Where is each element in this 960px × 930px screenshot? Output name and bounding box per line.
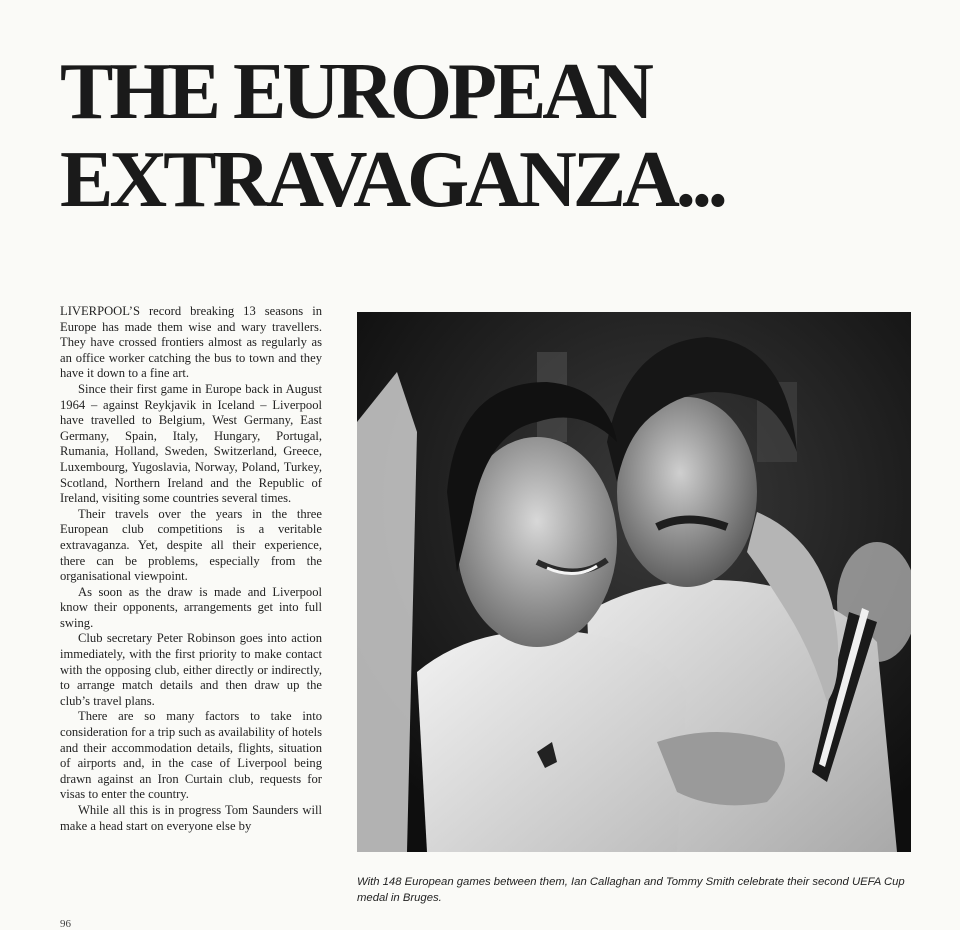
article-paragraph-6: There are so many factors to take into consideration for a trip such as availability of hotels and their accommodation details, flights, situation of airports and, in the case of Liverpool being drawn against an Iron Curtain club, requests for visas to enter the country. [60, 709, 322, 802]
article-paragraph-4: As soon as the draw is made and Liverpool know their opponents, arrangements get into full swing. [60, 584, 322, 630]
headline-line-2: EXTRAVAGANZA... [60, 136, 724, 224]
headline [60, 48, 920, 224]
article-paragraph-7: While all this is in progress Tom Saunders will make a head start on everyone else by [60, 803, 322, 833]
headline-line-1: THE EUROPEAN [60, 48, 650, 136]
page-number: 96 [60, 918, 71, 930]
article-body [60, 304, 322, 834]
article-paragraph-5: Club secretary Peter Robinson goes into action immediately, with the first priority to make contact with the opposing club, either directly or indirectly, to arrange match details and then draw up the club’s travel plans. [60, 631, 322, 708]
article-paragraph-2: Since their first game in Europe back in August 1964 – against Reykjavik in Iceland – Liverpool have travelled to Belgium, West Germany, East Germany, Spain, Italy, Hungary, Portugal, Rumania, Holland, Sweden, Switzerland, Greece, Luxembourg, Yugoslavia, Norway, Poland, Turkey, Scotland, Northern Ireland and the Republic of Ireland, visiting some countries several times. [60, 381, 322, 506]
players-photo [357, 312, 911, 852]
photo-caption: With 148 European games between them, Ian Callaghan and Tommy Smith celebrate their second UEFA Cup medal in Bruges. [357, 876, 905, 904]
article-paragraph-3: Their travels over the years in the three European club competitions is a veritable extravaganza. Yet, despite all their experience, there can be problems, especially from the organisational viewpoint. [60, 506, 322, 584]
article-paragraph-1: LIVERPOOL’S record breaking 13 seasons in Europe has made them wise and wary travellers. They have crossed frontiers almost as regularly as an office worker catching the bus to town and they have it down to a fine art. [60, 304, 322, 381]
players-photo-illustration [357, 312, 911, 852]
